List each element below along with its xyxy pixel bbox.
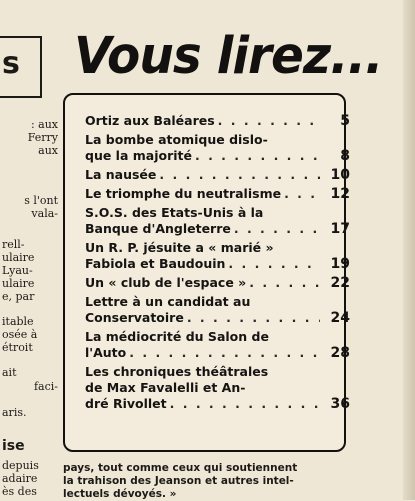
- toc-line: [85, 364, 350, 380]
- toc-page-number: 36: [330, 396, 350, 412]
- left-fragment: e, par: [2, 290, 35, 303]
- bottom-line: la trahison des Jeanson et autres intel-: [63, 475, 294, 487]
- toc-title: de Max Favalelli et An-: [85, 380, 246, 395]
- toc-entry: [85, 275, 350, 291]
- toc-title: Fabiola et Baudouin: [85, 256, 226, 271]
- toc-leader-dots: [195, 148, 320, 164]
- left-fragment: s l'ont: [24, 194, 58, 207]
- toc-title: La médiocrité du Salon de: [85, 329, 269, 344]
- bottom-line: pays, tout comme ceux qui soutiennent: [63, 462, 298, 474]
- toc-line: [85, 329, 350, 345]
- toc-title: dré Rivollet: [85, 396, 167, 411]
- left-fragment: aris.: [2, 406, 27, 419]
- toc-line: [85, 396, 350, 412]
- left-fragment: osée à: [2, 328, 38, 341]
- left-fragment: rell-: [2, 238, 25, 251]
- toc-title: La nausée: [85, 167, 157, 182]
- headline: Vous lirez...: [74, 27, 383, 86]
- toc-entry: [85, 329, 350, 361]
- left-subheading: ise: [2, 438, 25, 454]
- toc-page-number: 28: [330, 345, 350, 361]
- toc-title: Un R. P. jésuite a « marié »: [85, 240, 274, 255]
- left-boxed-heading: [0, 36, 42, 98]
- left-fragment: adaire: [2, 472, 38, 485]
- toc-title: Conservatoire: [85, 310, 184, 325]
- left-fragment: ait: [2, 366, 17, 379]
- left-box-letter: s: [2, 46, 20, 81]
- toc-leader-dots: [129, 345, 320, 361]
- toc-page-number: 24: [330, 310, 350, 326]
- toc-line: [85, 380, 350, 396]
- toc-entry: [85, 132, 350, 164]
- toc-line: [85, 113, 350, 129]
- left-fragment: vala-: [31, 207, 58, 220]
- toc-leader-dots: [218, 113, 320, 129]
- toc-title: Ortiz aux Baléares: [85, 113, 215, 128]
- toc-line: [85, 186, 350, 202]
- toc-page-number: 22: [330, 275, 350, 291]
- toc-line: [85, 148, 350, 164]
- toc-line: [85, 221, 350, 237]
- left-fragment: Ferry: [27, 131, 58, 144]
- toc-leader-dots: [159, 167, 320, 183]
- toc-page-number: 10: [330, 167, 350, 183]
- toc-leader-dots: [284, 186, 320, 202]
- bottom-paragraph: [63, 462, 353, 501]
- page-edge: [403, 0, 415, 500]
- bottom-line: lectuels dévoyés. »: [63, 488, 177, 500]
- toc-title: Les chroniques théâtrales: [85, 364, 269, 379]
- toc-line: [85, 167, 350, 183]
- toc-title: Le triomphe du neutralisme: [85, 186, 282, 201]
- left-fragment: Lyau-: [2, 264, 33, 277]
- left-column: [0, 0, 60, 500]
- toc-page-number: 8: [340, 148, 350, 164]
- left-fragment: faci-: [33, 380, 58, 393]
- toc-title: Un « club de l'espace »: [85, 275, 247, 290]
- toc-leader-dots: [249, 275, 320, 291]
- left-fragment: aux: [38, 144, 58, 157]
- toc-title: que la majorité: [85, 148, 192, 163]
- toc-entry: [85, 364, 350, 412]
- toc-line: [85, 310, 350, 326]
- toc-line: [85, 256, 350, 272]
- toc-entry: [85, 294, 350, 326]
- toc-leader-dots: [187, 310, 320, 326]
- toc-entry: [85, 113, 350, 129]
- toc-page-number: 5: [340, 113, 350, 129]
- toc-title: S.O.S. des Etats-Unis à la: [85, 205, 264, 220]
- toc-line: [85, 294, 350, 310]
- toc-line: [85, 275, 350, 291]
- toc-title: Banque d'Angleterre: [85, 221, 231, 236]
- toc-entry: [85, 167, 350, 183]
- left-fragment: étroit: [2, 341, 33, 354]
- toc-line: [85, 132, 350, 148]
- toc-page-number: 17: [330, 221, 350, 237]
- toc-leader-dots: [234, 221, 320, 237]
- left-fragment: ulaire: [2, 251, 35, 264]
- table-of-contents: [85, 113, 350, 415]
- left-fragment: depuis: [2, 459, 39, 472]
- left-fragment: : aux: [30, 118, 58, 131]
- left-fragment: ulaire: [2, 277, 35, 290]
- toc-entry: [85, 205, 350, 237]
- left-fragment: itable: [2, 315, 34, 328]
- toc-leader-dots: [170, 396, 320, 412]
- toc-title: La bombe atomique dislo-: [85, 132, 268, 147]
- left-fragment: ès des: [2, 485, 37, 498]
- toc-entry: [85, 186, 350, 202]
- toc-line: [85, 345, 350, 361]
- toc-line: [85, 240, 350, 256]
- toc-entry: [85, 240, 350, 272]
- toc-line: [85, 205, 350, 221]
- toc-leader-dots: [228, 256, 320, 272]
- toc-title: l'Auto: [85, 345, 127, 360]
- toc-title: Lettre à un candidat au: [85, 294, 251, 309]
- toc-page-number: 19: [330, 256, 350, 272]
- toc-page-number: 12: [330, 186, 350, 202]
